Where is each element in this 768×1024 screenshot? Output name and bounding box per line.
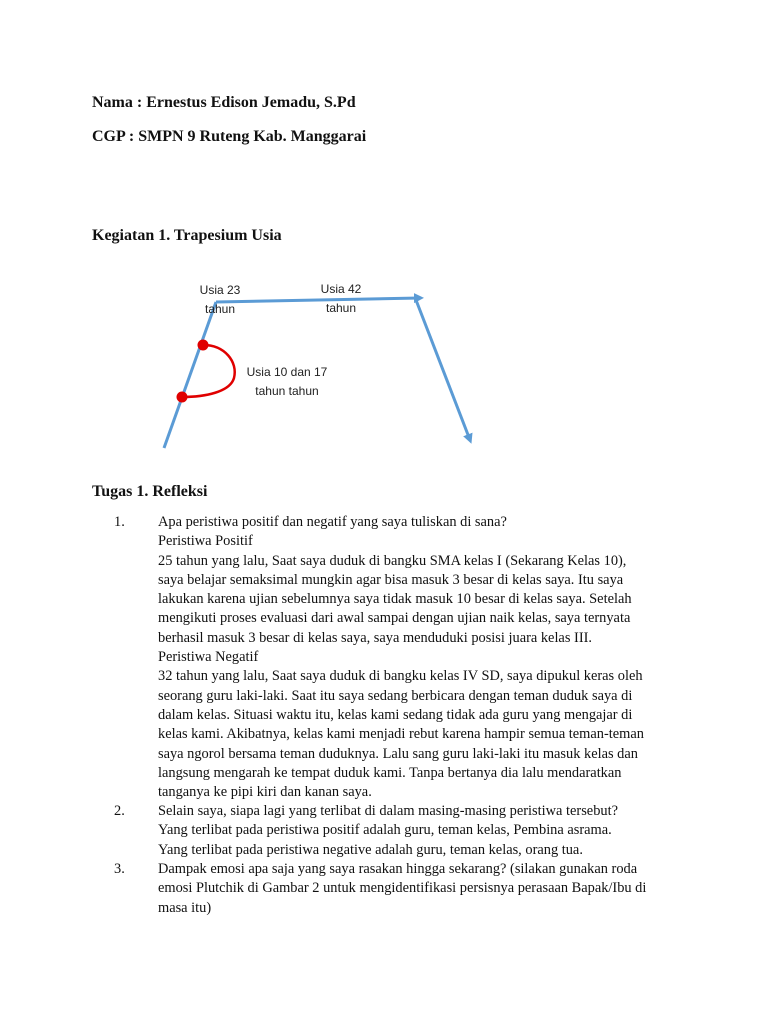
list-number: 2. [114,803,125,819]
paragraph-line: 25 tahun yang lalu, Saat saya duduk di bangku SMA kelas I (Sekarang Kelas 10), [158,552,627,569]
tugas-title: Tugas 1. Refleksi [92,483,208,500]
subheading-negative: Peristiwa Negatif [158,649,259,666]
age-10-marker [177,392,188,403]
label-usia-10-17 [242,363,332,401]
label-usia-10-17-line2: tahun tahun [255,384,319,398]
name-line: Nama : Ernestus Edison Jemadu, S.Pd [92,94,356,111]
list-number: 3. [114,861,125,877]
paragraph-line: dalam kelas. Situasi waktu itu, kelas kami sedang tidak ada guru yang mengajar di [158,706,633,723]
paragraph-line: kelas kami. Akibatnya, kelas kami menjadi rebut karena hampir semua teman-teman [158,726,644,743]
question-1: Apa peristiwa positif dan negatif yang saya tuliskan di sana? [158,514,507,530]
trapezium-right-leg [416,300,470,440]
list-item-text [158,513,688,802]
label-usia-42 [314,280,368,318]
paragraph-line: saya belajar semaksimal mungkin agar bisa masuk 3 besar di kelas saya. Itu saya [158,571,624,588]
paragraph-line: langsung mengarah ke tempat duduk kami. Tanpa bertanya dia lalu mendaratkan [158,764,622,781]
cgp-line: CGP : SMPN 9 Ruteng Kab. Manggarai [92,128,367,145]
paragraph-line: mengikuti proses evaluasi dari awal sampai dengan ujian naik kelas, saya ternyata [158,610,631,627]
label-usia-42-line1: Usia 42 [320,282,362,296]
label-usia-10-17-line1: Usia 10 dan 17 [246,365,328,379]
age-17-marker [198,340,209,351]
paragraph-line: seorang guru laki-laki. Saat itu saya sedang berbicara dengan teman duduk saya di [158,687,633,704]
paragraph-line: emosi Plutchik di Gambar 2 untuk mengidentifikasi persisnya perasaan Bapak/Ibu di [158,880,647,897]
paragraph-line: Yang terlibat pada peristiwa negative adalah guru, teman kelas, orang tua. [158,841,583,858]
list-number: 1. [114,514,125,530]
paragraph-line: saya ngorol bersama teman duduknya. Lalu sang guru laki-laki itu masuk kelas dan [158,745,638,762]
paragraph-line: 32 tahun yang lalu, Saat saya duduk di bangku kelas IV SD, saya dipukul keras oleh [158,668,643,685]
label-usia-23 [194,281,246,319]
kegiatan-title: Kegiatan 1. Trapesium Usia [92,227,282,244]
question-3: Dampak emosi apa saja yang saya rasakan hingga sekarang? (silakan gunakan roda [158,861,638,877]
paragraph-line: tanganya ke pipi kiri dan kanan saya. [158,784,372,801]
paragraph-line: Yang terlibat pada peristiwa positif adalah guru, teman kelas, Pembina asrama. [158,822,612,839]
question-2: Selain saya, siapa lagi yang terlibat di dalam masing-masing peristiwa tersebut? [158,803,618,819]
paragraph-line: lakukan karena ujian sebelumnya saya tidak masuk 10 besar di kelas saya. Setelah [158,591,632,608]
label-usia-23-line1: Usia 23 [199,283,241,297]
subheading-positive: Peristiwa Positif [158,533,253,550]
label-usia-23-line2: tahun [204,302,236,316]
list-item-text [158,802,688,860]
paragraph-line: berhasil masuk 3 besar di kelas saya, saya menduduki posisi juara kelas III. [158,629,592,646]
paragraph-line: masa itu) [158,899,212,916]
label-usia-42-line2: tahun [325,301,357,315]
list-item-text [158,860,688,918]
trapezium-left-leg [164,302,216,448]
